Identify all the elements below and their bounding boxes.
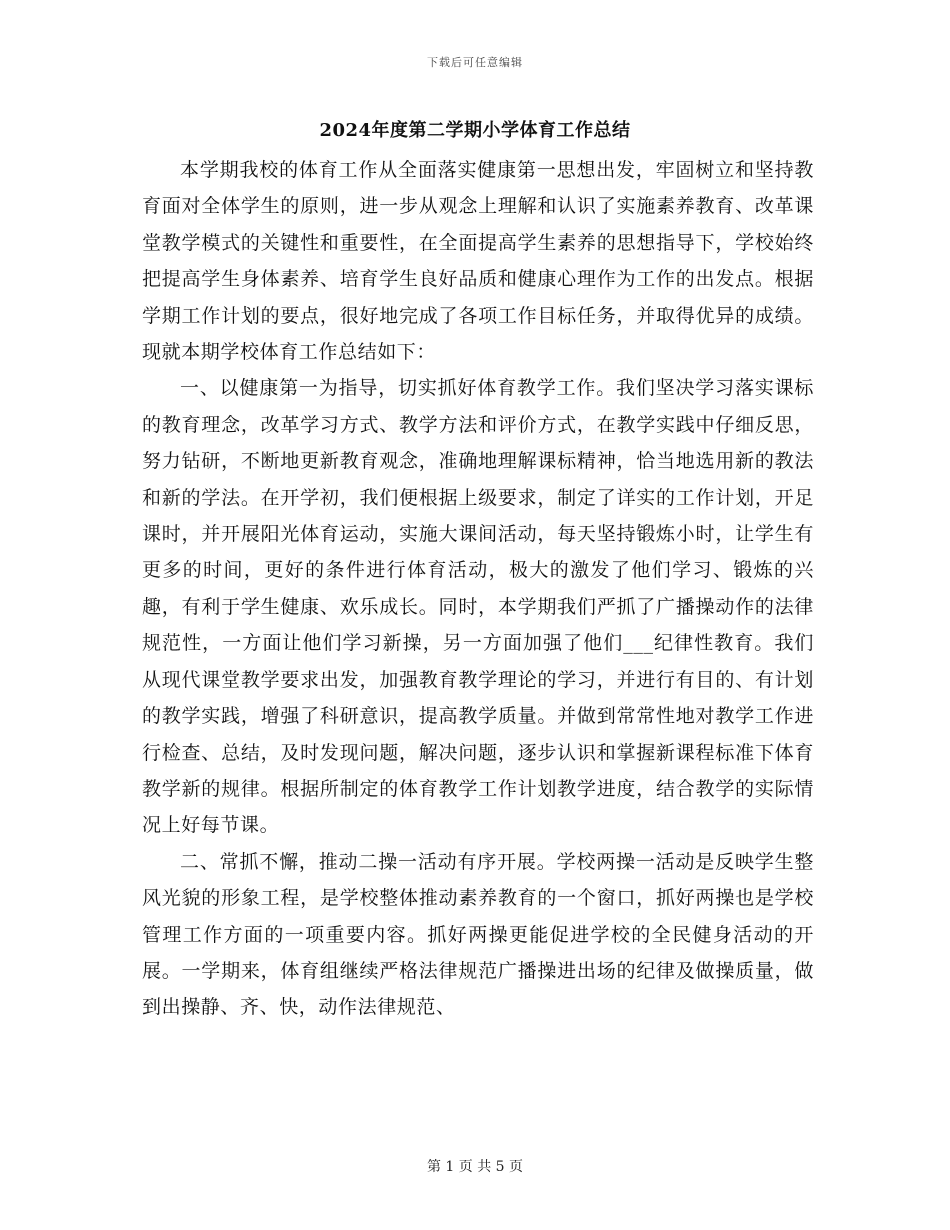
paragraph-section-1: 一、以健康第一为指导，切实抓好体育教学工作。我们坚决学习落实课标的教育理念，改革学习方式、教学方法和评价方式，在教学实践中仔细反思，努力钻研，不断地更新教育观念，准确地理解课标精神，恰当地选用新的教法和新的学法。在开学初，我们便根据上级要求，制定了详实的工作计划，开足课时，并开展阳光体育运动，实施大课间活动，每天坚持锻炼小时，让学生有更多的时间，更好的条件进行体育活动，极大的激发了他们学习、锻炼的兴趣，有利于学生健康、欢乐成长。同时，本学期我们严抓了广播操动作的法律规范性，一方面让他们学习新操，另一方面加强了他们___纪律性教育。我们从现代课堂教学要求出发，加强教育教学理论的学习，并进行有目的、有计划的教学实践，增强了科研意识，提高教学质量。并做到常常性地对教学工作进行检查、总结，及时发现问题，解决问题，逐步认识和掌握新课程标准下体育教学新的规律。根据所制定的体育教学工作计划教学进度，结合教学的实际情况上好每节课。 [142,377,814,837]
document-body [142,152,814,1026]
header-note: 下载后可任意编辑 [427,56,523,69]
document-title: 2024年度第二学期小学体育工作总结 [319,120,631,141]
paragraph-intro: 本学期我校的体育工作从全面落实健康第一思想出发，牢固树立和坚持教育面对全体学生的原则，进一步从观念上理解和认识了实施素养教育、改革课堂教学模式的关键性和重要性，在全面提高学生素养的思想指导下，学校始终把提高学生身体素养、培育学生良好品质和健康心理作为工作的出发点。根据学期工作计划的要点，很好地完成了各项工作目标任务，并取得优异的成绩。现就本期学校体育工作总结如下： [142,159,814,364]
page-number: 第 1 页 共 5 页 [426,1159,524,1175]
paragraph-section-2: 二、常抓不懈，推动二操一活动有序开展。学校两操一活动是反映学生整风光貌的形象工程，是学校整体推动素养教育的一个窗口，抓好两操也是学校管理工作方面的一项重要内容。抓好两操更能促进学校的全民健身活动的开展。一学期来，体育组继续严格法律规范广播操进出场的纪律及做操质量，做到出操静、齐、快，动作法律规范、 [142,850,814,1019]
